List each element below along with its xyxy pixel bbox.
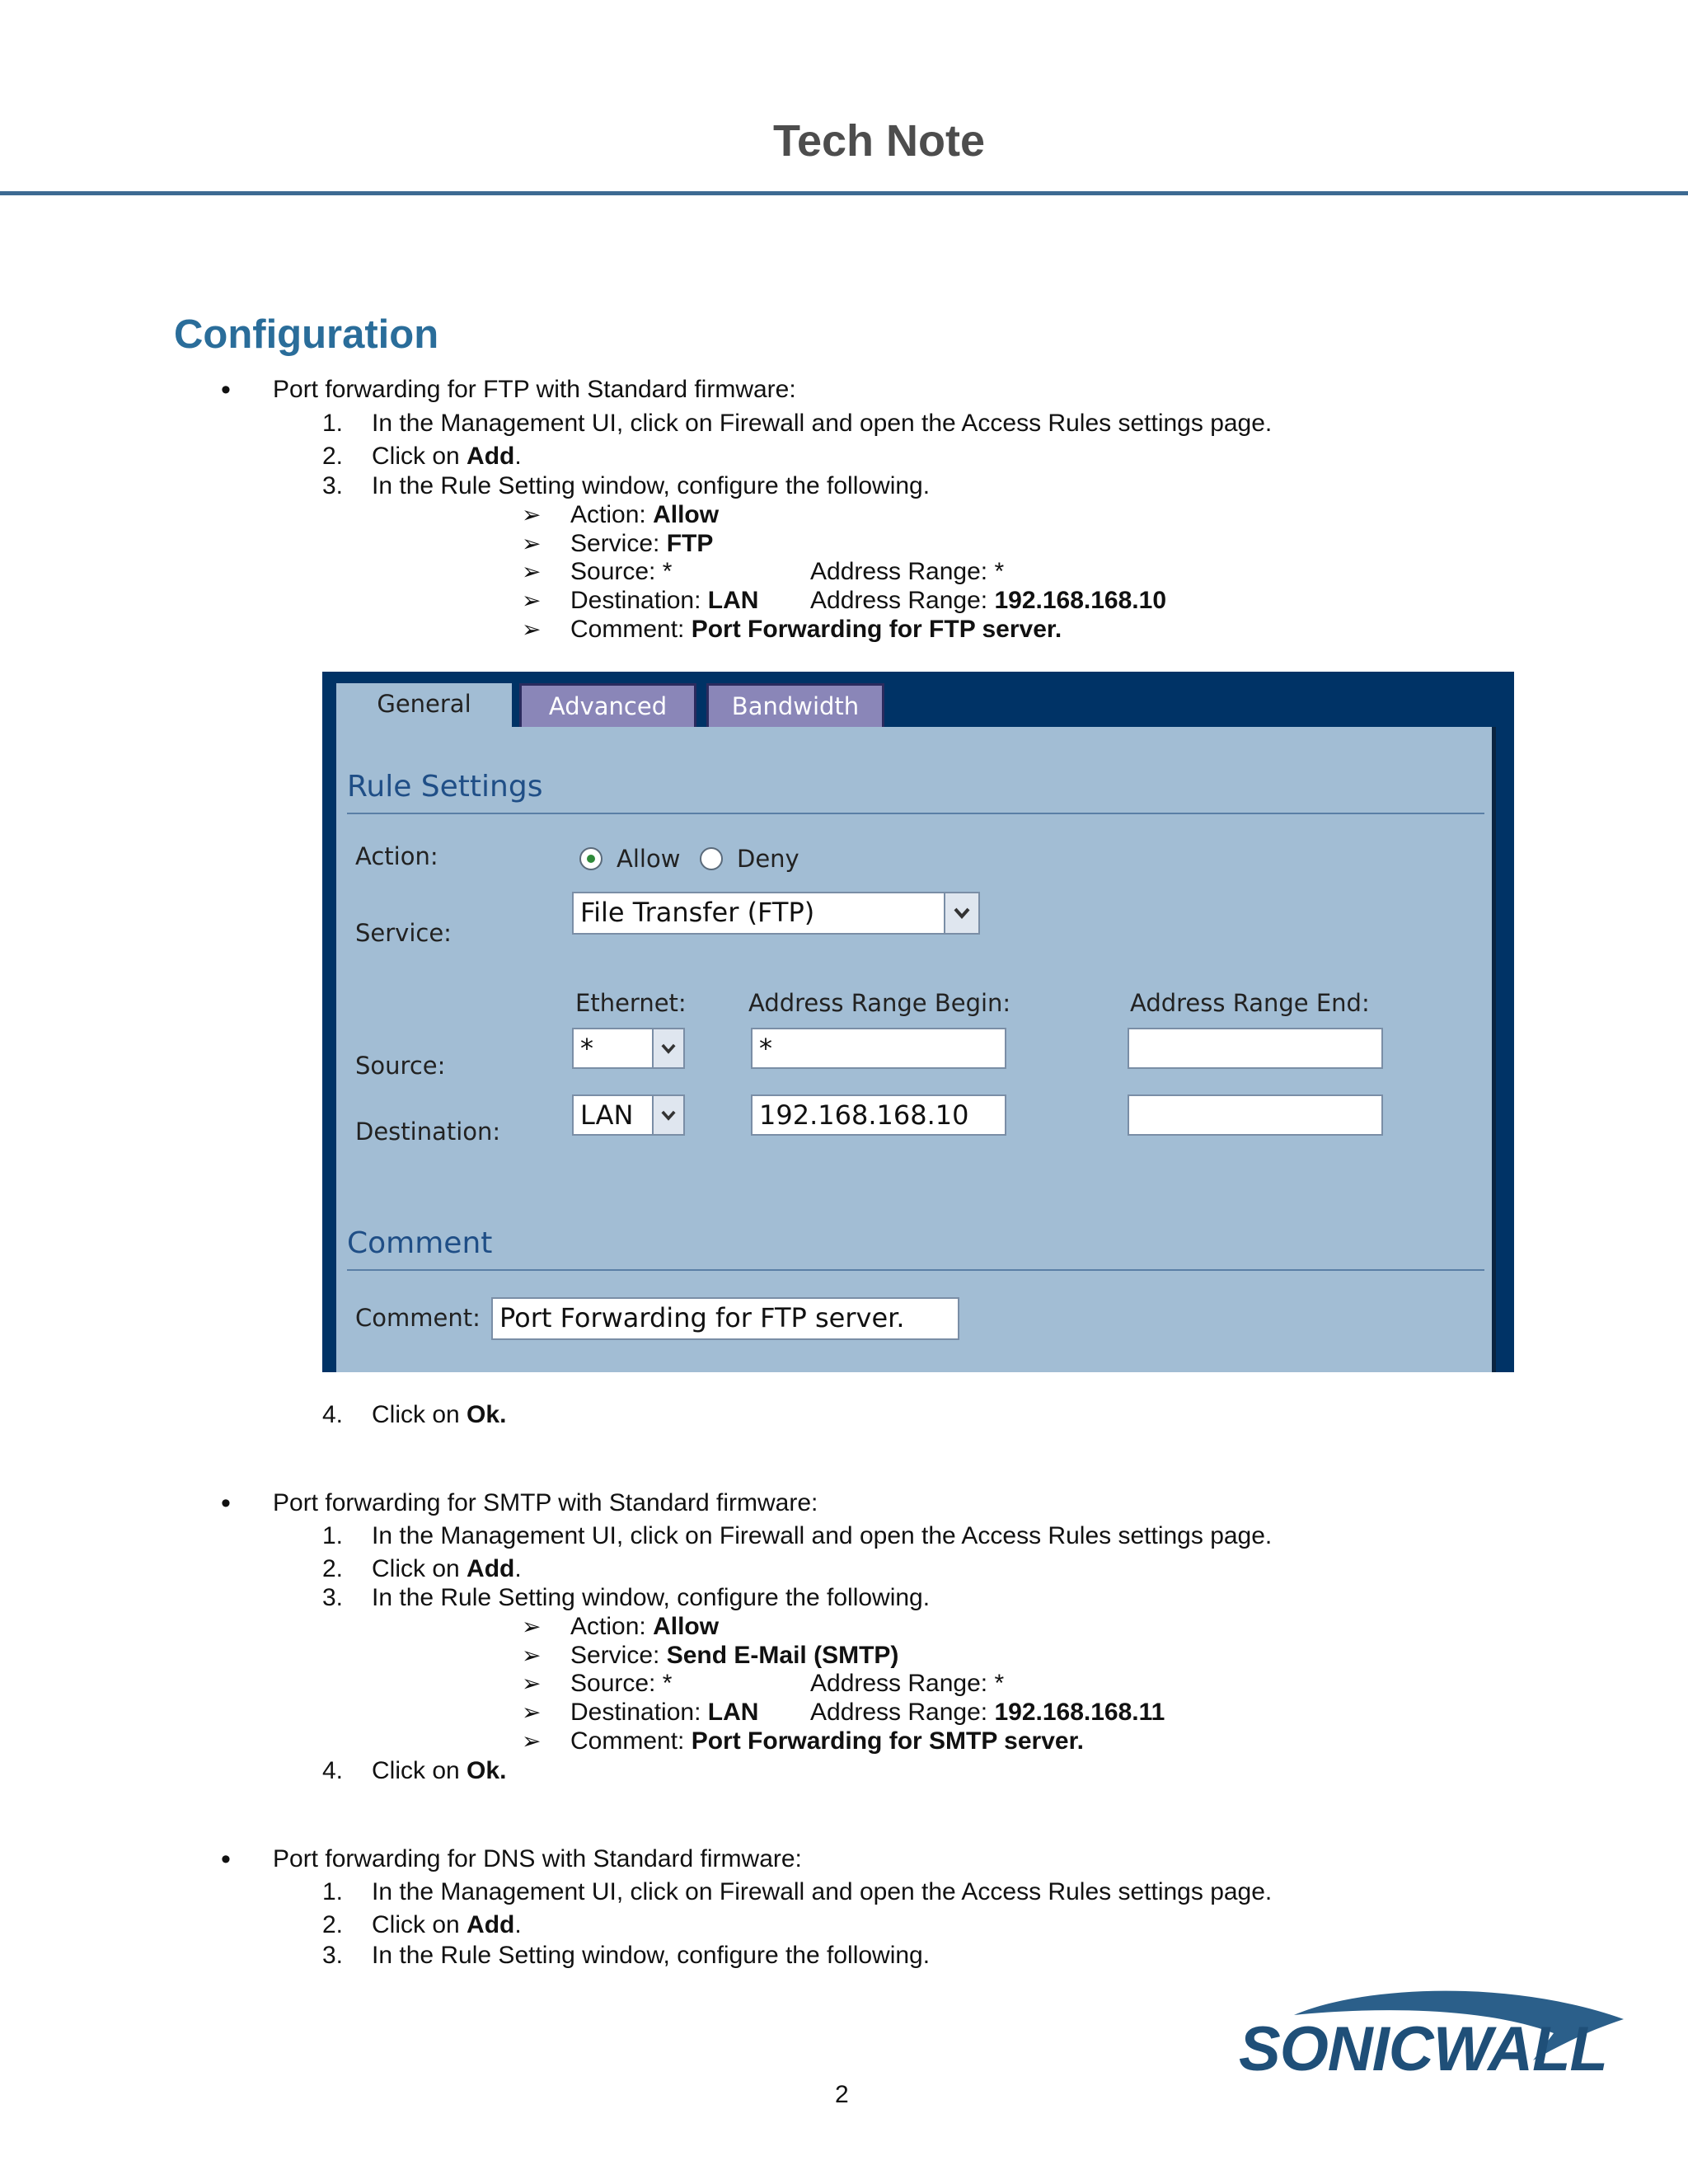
ftp-step-1: In the Management UI, click on Firewall and open the Access Rules settings page. — [372, 410, 1273, 437]
smtp-step-4: Click on Ok. — [372, 1757, 507, 1784]
smtp-destination-range: Address Range: 192.168.168.11 — [810, 1699, 1165, 1726]
smtp-destination: Destination: LAN — [570, 1699, 759, 1726]
service-label: Service: — [355, 919, 452, 947]
step-number: 1. — [322, 410, 344, 437]
ftp-source: Source: * — [570, 558, 673, 585]
tab-advanced[interactable]: Advanced — [519, 683, 696, 727]
service-dropdown-button[interactable] — [944, 892, 980, 935]
ftp-bullet-text: Port forwarding for FTP with Standard firmware: — [273, 376, 796, 403]
smtp-step-3: In the Rule Setting window, configure the following. — [372, 1584, 931, 1611]
source-ethernet-select[interactable]: * — [572, 1028, 659, 1069]
bullet-icon: • — [221, 1844, 231, 1875]
arrow-bullet-icon: ➢ — [522, 531, 542, 556]
arrow-bullet-icon: ➢ — [522, 1614, 542, 1639]
destination-ethernet-select[interactable]: LAN — [572, 1094, 659, 1136]
deny-label: Deny — [737, 845, 799, 873]
tab-general[interactable]: General — [336, 683, 512, 733]
source-range-end-input[interactable] — [1128, 1028, 1383, 1069]
step-number: 3. — [322, 1942, 344, 1969]
bullet-icon: • — [221, 1488, 231, 1519]
chevron-down-icon — [661, 1110, 676, 1121]
step-number: 2. — [322, 1555, 344, 1582]
dns-step-3: In the Rule Setting window, configure the following. — [372, 1942, 931, 1969]
arrow-bullet-icon: ➢ — [522, 1699, 542, 1725]
tab-bandwidth[interactable]: Bandwidth — [706, 683, 884, 727]
step-number: 2. — [322, 1911, 344, 1938]
arrow-bullet-icon: ➢ — [522, 588, 542, 613]
chevron-down-icon — [954, 907, 970, 919]
arrow-bullet-icon: ➢ — [522, 616, 542, 642]
allow-radio[interactable] — [579, 847, 603, 870]
destination-range-end-input[interactable] — [1128, 1094, 1383, 1136]
arrow-bullet-icon: ➢ — [522, 1643, 542, 1668]
ftp-step-3: In the Rule Setting window, configure the following. — [372, 472, 931, 499]
ftp-action: Action: Allow — [570, 501, 720, 528]
ftp-destination: Destination: LAN — [570, 587, 759, 614]
ftp-source-range: Address Range: * — [810, 558, 1005, 585]
step-number: 1. — [322, 1878, 344, 1905]
range-end-header: Address Range End: — [1130, 989, 1370, 1017]
smtp-bullet-text: Port forwarding for SMTP with Standard firmware: — [273, 1489, 818, 1516]
ftp-step-4: Click on Ok. — [372, 1401, 507, 1428]
step-number: 3. — [322, 1584, 344, 1611]
comment-title: Comment — [347, 1226, 493, 1260]
ethernet-header: Ethernet: — [575, 989, 687, 1017]
rule-settings-screenshot — [322, 672, 1514, 1372]
smtp-step-2: Click on Add. — [372, 1555, 522, 1582]
source-label: Source: — [355, 1052, 446, 1080]
smtp-comment: Comment: Port Forwarding for SMTP server. — [570, 1727, 1084, 1755]
arrow-bullet-icon: ➢ — [522, 1671, 542, 1696]
smtp-service: Service: Send E-Mail (SMTP) — [570, 1642, 899, 1669]
source-range-begin-input[interactable]: * — [751, 1028, 1006, 1069]
page-number: 2 — [835, 2081, 849, 2108]
dns-bullet-text: Port forwarding for DNS with Standard firmware: — [273, 1845, 802, 1872]
source-ethernet-dropdown-button[interactable] — [652, 1028, 685, 1069]
comment-label: Comment: — [355, 1304, 481, 1332]
step-number: 4. — [322, 1401, 344, 1428]
arrow-bullet-icon: ➢ — [522, 559, 542, 584]
smtp-step-1: In the Management UI, click on Firewall and open the Access Rules settings page. — [372, 1522, 1273, 1549]
tab-bar — [322, 672, 1514, 727]
action-label: Action: — [355, 842, 438, 870]
ftp-step-2: Click on Add. — [372, 443, 522, 470]
bullet-icon: • — [221, 374, 231, 405]
logo-wordmark: SONICWALL — [1239, 2014, 1607, 2084]
sonicwall-logo — [1236, 1982, 1632, 2085]
range-begin-header: Address Range Begin: — [748, 989, 1011, 1017]
service-select[interactable]: File Transfer (FTP) — [572, 892, 951, 935]
arrow-bullet-icon: ➢ — [522, 1728, 542, 1754]
destination-label: Destination: — [355, 1118, 501, 1146]
deny-radio[interactable] — [700, 847, 723, 870]
rule-settings-title: Rule Settings — [347, 770, 543, 804]
smtp-action: Action: Allow — [570, 1613, 720, 1640]
ftp-destination-range: Address Range: 192.168.168.10 — [810, 587, 1167, 614]
smtp-source: Source: * — [570, 1670, 673, 1697]
dns-step-2: Click on Add. — [372, 1911, 522, 1938]
section-divider — [347, 1269, 1484, 1271]
step-number: 4. — [322, 1757, 344, 1784]
rule-settings-panel — [336, 727, 1496, 1372]
header-title: Tech Note — [772, 116, 986, 166]
section-title: Configuration — [174, 312, 439, 357]
header-divider — [0, 191, 1688, 195]
section-divider — [347, 813, 1484, 814]
smtp-source-range: Address Range: * — [810, 1670, 1005, 1697]
chevron-down-icon — [661, 1043, 676, 1054]
step-number: 1. — [322, 1522, 344, 1549]
ftp-comment: Comment: Port Forwarding for FTP server. — [570, 616, 1062, 643]
comment-input[interactable]: Port Forwarding for FTP server. — [491, 1297, 959, 1340]
destination-ethernet-dropdown-button[interactable] — [652, 1094, 685, 1136]
destination-range-begin-input[interactable]: 192.168.168.10 — [751, 1094, 1006, 1136]
ftp-service: Service: FTP — [570, 530, 714, 557]
step-number: 3. — [322, 472, 344, 499]
arrow-bullet-icon: ➢ — [522, 502, 542, 527]
dns-step-1: In the Management UI, click on Firewall and open the Access Rules settings page. — [372, 1878, 1273, 1905]
allow-label: Allow — [617, 845, 681, 873]
step-number: 2. — [322, 443, 344, 470]
